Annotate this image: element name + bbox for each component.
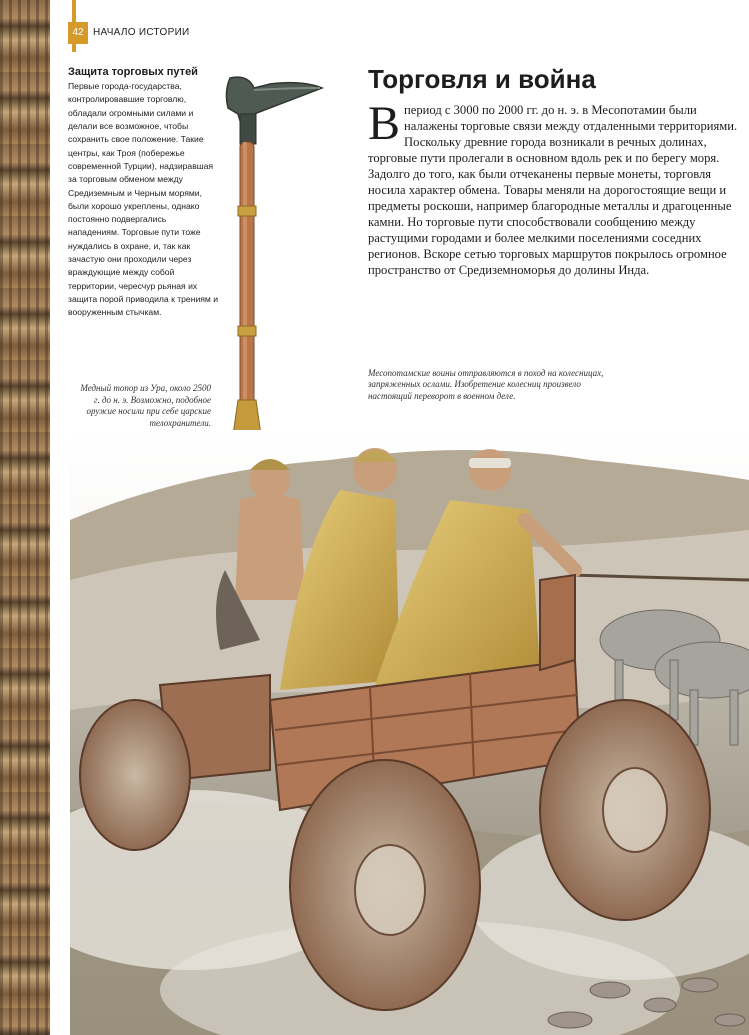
sidebar <box>68 66 218 320</box>
article-body <box>368 102 749 312</box>
page-number: 42 <box>68 22 88 44</box>
copper-axe-illustration <box>210 70 330 460</box>
sidebar-text: Первые города-государства, контролировавшие торговлю, обладали огромными силами и делали все возможное, чтобы сохранить свое положение. Такие центры, как Троя (побережье современной Турции), надзиравшая за торговым обменом между Средиземным и Черным морями, были хорошо укреплены, однако постоянно подвергались нападениям. Торговые пути тоже нуждались в охране, и, так как зачастую они проходили через враждующие между собой территории, чересчур рьяная их защита порой приводила к трениям и вооруженным стычкам. <box>68 81 219 318</box>
drop-cap: В <box>368 102 401 150</box>
article-text: период с 3000 по 2000 гг. до н. э. в Месопотамии были налажены торговые связи между отдаленными территориями. Поскольку древние города возникали в речных долинах, торговые пути пролегали в основном вдоль рек и по берегу моря. Задолго до того, как были отчеканены первые монеты, торговля носила характер обмена. Товары меняли на дорогостоящие вещи и предметы роскоши, например благородные металлы и драгоценные камни. Но торговые пути способствовали сообщению между растущими городами и более мелкими поселениями соседних регионов. Вскоре сетью торговых маршрутов покрылось огромное пространство от Средиземноморья до долины Инда. <box>368 103 738 277</box>
section-label: НАЧАЛО ИСТОРИИ <box>93 27 190 38</box>
chariot-caption: Месопотамские воины отправляются в поход на колесницах, запряженных ослами. Изобретение колесниц произвело настоящий переворот в военном деле. <box>368 368 604 401</box>
sidebar-title: Защита торговых путей <box>68 66 198 78</box>
decorative-border <box>0 0 50 1035</box>
axe-caption: Медный топор из Ура, около 2500 г. до н. э. Возможно, подобное оружие носили при себе царские телохранители. <box>80 383 211 429</box>
war-chariot-illustration <box>70 430 749 1035</box>
article-title: Торговля и война <box>368 64 596 94</box>
